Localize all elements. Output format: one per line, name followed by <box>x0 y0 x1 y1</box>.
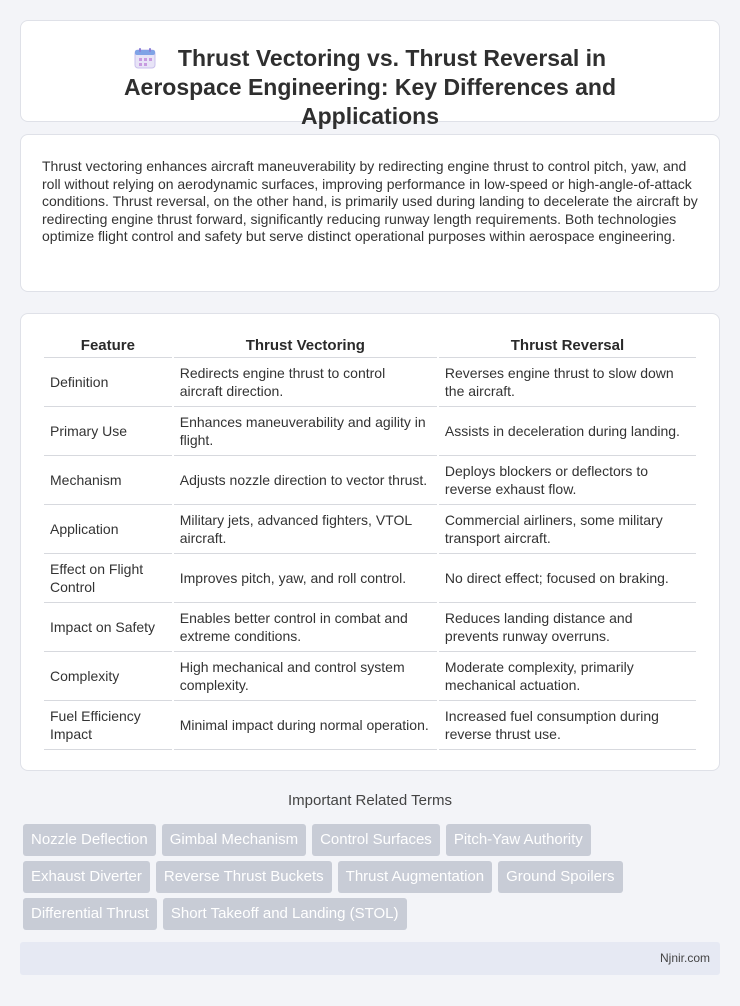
reversal-cell: Reverses engine thrust to slow down the aircraft. <box>439 358 696 407</box>
related-terms-list <box>23 824 683 930</box>
comparison-table <box>42 334 698 750</box>
feature-cell: Mechanism <box>44 456 172 505</box>
intro-card <box>20 134 720 292</box>
table-row <box>44 701 696 750</box>
table-row <box>44 603 696 652</box>
reversal-cell: No direct effect; focused on braking. <box>439 554 696 603</box>
intro-paragraph: Thrust vectoring enhances aircraft maneuverability by redirecting engine thrust to control pitch, yaw, and roll without relying on aerodynamic surfaces, improving performance in low-speed or high-angle-of-attack conditions. Thrust reversal, on the other hand, is primarily used during landing to decelerate the aircraft by redirecting engine thrust forward, significantly reducing runway length requirements. Both technologies optimize flight control and safety but serve distinct operational purposes within aerospace engineering. <box>42 158 698 245</box>
vectoring-cell: Adjusts nozzle direction to vector thrust. <box>174 456 437 505</box>
related-terms-title: Important Related Terms <box>288 792 452 809</box>
vectoring-cell: Enhances maneuverability and agility in flight. <box>174 407 437 456</box>
reversal-cell: Assists in deceleration during landing. <box>439 407 696 456</box>
tag-differential-thrust[interactable]: Differential Thrust <box>23 898 157 930</box>
table-row <box>44 554 696 603</box>
header-feature: Feature <box>44 334 172 358</box>
feature-cell: Effect on Flight Control <box>44 554 172 603</box>
table-row <box>44 407 696 456</box>
tag-thrust-augmentation[interactable]: Thrust Augmentation <box>338 861 492 893</box>
vectoring-cell: Military jets, advanced fighters, VTOL aircraft. <box>174 505 437 554</box>
reversal-cell: Moderate complexity, primarily mechanical actuation. <box>439 652 696 701</box>
comparison-card <box>20 313 720 771</box>
tag-pitch-yaw-authority[interactable]: Pitch-Yaw Authority <box>446 824 591 856</box>
feature-cell: Definition <box>44 358 172 407</box>
page-title <box>21 44 719 131</box>
feature-cell: Application <box>44 505 172 554</box>
footer-site[interactable]: Njnir.com <box>659 951 710 965</box>
tag-exhaust-diverter[interactable]: Exhaust Diverter <box>23 861 150 893</box>
feature-cell: Impact on Safety <box>44 603 172 652</box>
feature-cell: Fuel Efficiency Impact <box>44 701 172 750</box>
calendar-icon <box>134 47 156 69</box>
header-thrust-reversal: Thrust Reversal <box>439 334 696 358</box>
tag-nozzle-deflection[interactable]: Nozzle Deflection <box>23 824 156 856</box>
table-row <box>44 456 696 505</box>
feature-cell: Primary Use <box>44 407 172 456</box>
tag-reverse-thrust-buckets[interactable]: Reverse Thrust Buckets <box>156 861 332 893</box>
header-thrust-vectoring: Thrust Vectoring <box>174 334 437 358</box>
table-header-row <box>44 334 696 358</box>
title-text: Thrust Vectoring vs. Thrust Reversal in Aerospace Engineering: Key Differences and Applications <box>123 45 617 129</box>
table-row <box>44 652 696 701</box>
title-card <box>20 20 720 129</box>
vectoring-cell: Improves pitch, yaw, and roll control. <box>174 554 437 603</box>
table-row <box>44 505 696 554</box>
reversal-cell: Reduces landing distance and prevents runway overruns. <box>439 603 696 652</box>
vectoring-cell: High mechanical and control system complexity. <box>174 652 437 701</box>
vectoring-cell: Redirects engine thrust to control aircraft direction. <box>174 358 437 407</box>
tag-ground-spoilers[interactable]: Ground Spoilers <box>498 861 622 893</box>
table-row <box>44 358 696 407</box>
reversal-cell: Increased fuel consumption during reverse thrust use. <box>439 701 696 750</box>
footer <box>20 942 720 975</box>
vectoring-cell: Minimal impact during normal operation. <box>174 701 437 750</box>
vectoring-cell: Enables better control in combat and extreme conditions. <box>174 603 437 652</box>
feature-cell: Complexity <box>44 652 172 701</box>
reversal-cell: Deploys blockers or deflectors to reverse exhaust flow. <box>439 456 696 505</box>
reversal-cell: Commercial airliners, some military transport aircraft. <box>439 505 696 554</box>
tag-gimbal-mechanism[interactable]: Gimbal Mechanism <box>162 824 306 856</box>
tag-control-surfaces[interactable]: Control Surfaces <box>312 824 440 856</box>
tag-stol[interactable]: Short Takeoff and Landing (STOL) <box>163 898 407 930</box>
